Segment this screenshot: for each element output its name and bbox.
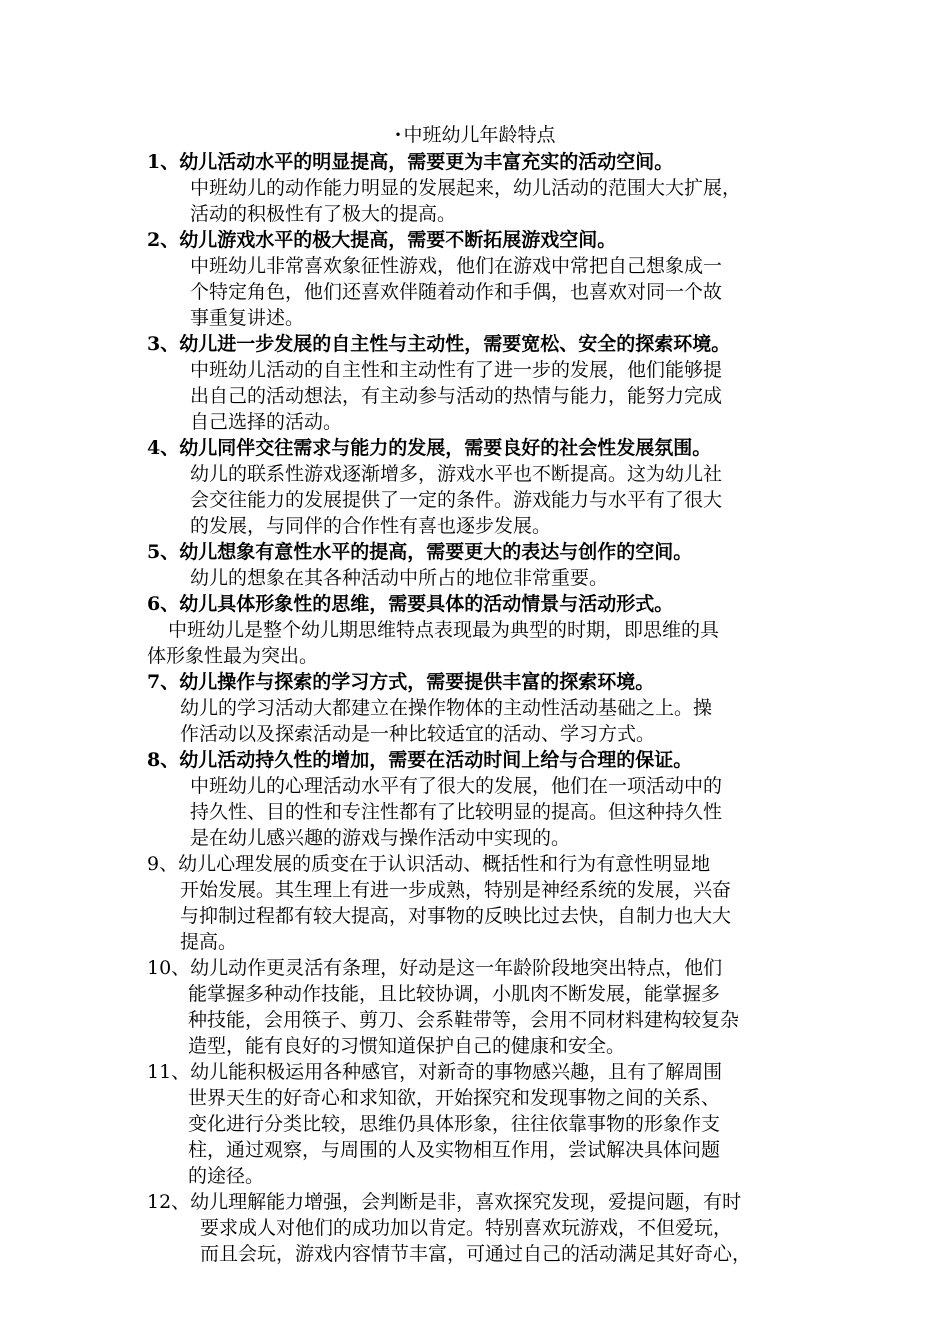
- page-title: [0, 122, 950, 148]
- body-line: 世界天生的好奇心和求知欲，开始探究和发现事物之间的关系、: [188, 1087, 721, 1109]
- body-line: 事重复讲述。: [190, 307, 305, 329]
- body-line: 中班幼儿活动的自主性和主动性有了进一步的发展，他们能够提: [190, 359, 723, 381]
- body-line: 11、幼儿能积极运用各种感官，对新奇的事物感兴趣，且有了解周围: [147, 1061, 723, 1083]
- body-line: 幼儿的想象在其各种活动中所占的地位非常重要。: [190, 567, 609, 589]
- body-line: 是在幼儿感兴趣的游戏与操作活动中实现的。: [190, 827, 571, 849]
- body-line: 幼儿的学习活动大都建立在操作物体的主动性活动基础之上。操: [180, 697, 713, 719]
- section-heading: 4、幼儿同伴交往需求与能力的发展，需要良好的社会性发展氛围。: [147, 437, 712, 459]
- body-line: 个特定角色，他们还喜欢伴随着动作和手偶，也喜欢对同一个故: [190, 281, 723, 303]
- body-line: 与抑制过程都有较大提高，对事物的反映比过去快，自制力也大大: [180, 905, 732, 927]
- body-line: 中班幼儿的动作能力明显的发展起来，幼儿活动的范围大大扩展，: [190, 177, 742, 199]
- body-line: 提高。: [180, 931, 238, 953]
- body-line: 柱，通过观察，与周围的人及实物相互作用，尝试解决具体问题: [188, 1139, 721, 1161]
- body-line: 的发展，与同伴的合作性有喜也逐步发展。: [190, 515, 552, 537]
- body-line: 出自己的活动想法，有主动参与活动的热情与能力，能努力完成: [190, 385, 723, 407]
- section-heading: 8、幼儿活动持久性的增加，需要在活动时间上给与合理的保证。: [147, 749, 693, 771]
- body-line: 12、幼儿理解能力增强，会判断是非，喜欢探究发现，爱提问题，有时: [147, 1191, 742, 1213]
- body-line: 作活动以及探索活动是一种比较适宜的活动、学习方式。: [180, 723, 656, 745]
- section-heading: 1、幼儿活动水平的明显提高，需要更为丰富充实的活动空间。: [147, 151, 674, 173]
- body-line: 开始发展。其生理上有进一步成熟，特别是神经系统的发展，兴奋: [180, 879, 732, 901]
- section-heading: 7、幼儿操作与探索的学习方式，需要提供丰富的探索环境。: [147, 671, 655, 693]
- body-line: 中班幼儿是整个幼儿期思维特点表现最为典型的时期，即思维的具: [168, 619, 720, 641]
- body-line: 中班幼儿非常喜欢象征性游戏，他们在游戏中常把自己想象成一: [190, 255, 723, 277]
- body-line: 变化进行分类比较，思维仍具体形象，往往依靠事物的形象作支: [188, 1113, 721, 1135]
- body-line: 会交往能力的发展提供了一定的条件。游戏能力与水平有了很大: [190, 489, 723, 511]
- body-line: 要求成人对他们的成功加以肯定。特别喜欢玩游戏，不但爱玩，: [200, 1217, 733, 1239]
- body-line: 自己选择的活动。: [190, 411, 343, 433]
- section-heading: 3、幼儿进一步发展的自主性与主动性，需要宽松、安全的探索环境。: [147, 333, 731, 355]
- body-line: 活动的积极性有了极大的提高。: [190, 203, 457, 225]
- body-line: 而且会玩，游戏内容情节丰富，可通过自己的活动满足其好奇心，: [200, 1243, 752, 1265]
- body-line: 的途径。: [188, 1165, 265, 1187]
- body-line: 持久性、目的性和专注性都有了比较明显的提高。但这种持久性: [190, 801, 723, 823]
- title-text: 中班幼儿年龄特点: [403, 124, 556, 146]
- body-line: 幼儿的联系性游戏逐渐增多，游戏水平也不断提高。这为幼儿社: [190, 463, 723, 485]
- section-heading: 6、幼儿具体形象性的思维，需要具体的活动情景与活动形式。: [147, 593, 674, 615]
- body-line: 10、幼儿动作更灵活有条理，好动是这一年龄阶段地突出特点，他们: [147, 957, 723, 979]
- section-heading: 2、幼儿游戏水平的极大提高，需要不断拓展游戏空间。: [147, 229, 617, 251]
- section-heading: 5、幼儿想象有意性水平的提高，需要更大的表达与创作的空间。: [147, 541, 693, 563]
- body-line: 种技能，会用筷子、剪刀、会系鞋带等，会用不同材料建构较复杂: [188, 1009, 740, 1031]
- title-bullet: •: [394, 128, 402, 142]
- body-line: 体形象性最为突出。: [147, 645, 319, 667]
- body-line: 造型，能有良好的习惯知道保护自己的健康和安全。: [188, 1035, 626, 1057]
- body-line: 能掌握多种动作技能，且比较协调，小肌肉不断发展，能掌握多: [188, 983, 721, 1005]
- body-line: 中班幼儿的心理活动水平有了很大的发展，他们在一项活动中的: [190, 775, 723, 797]
- body-line: 9、幼儿心理发展的质变在于认识活动、概括性和行为有意性明显地: [147, 853, 711, 875]
